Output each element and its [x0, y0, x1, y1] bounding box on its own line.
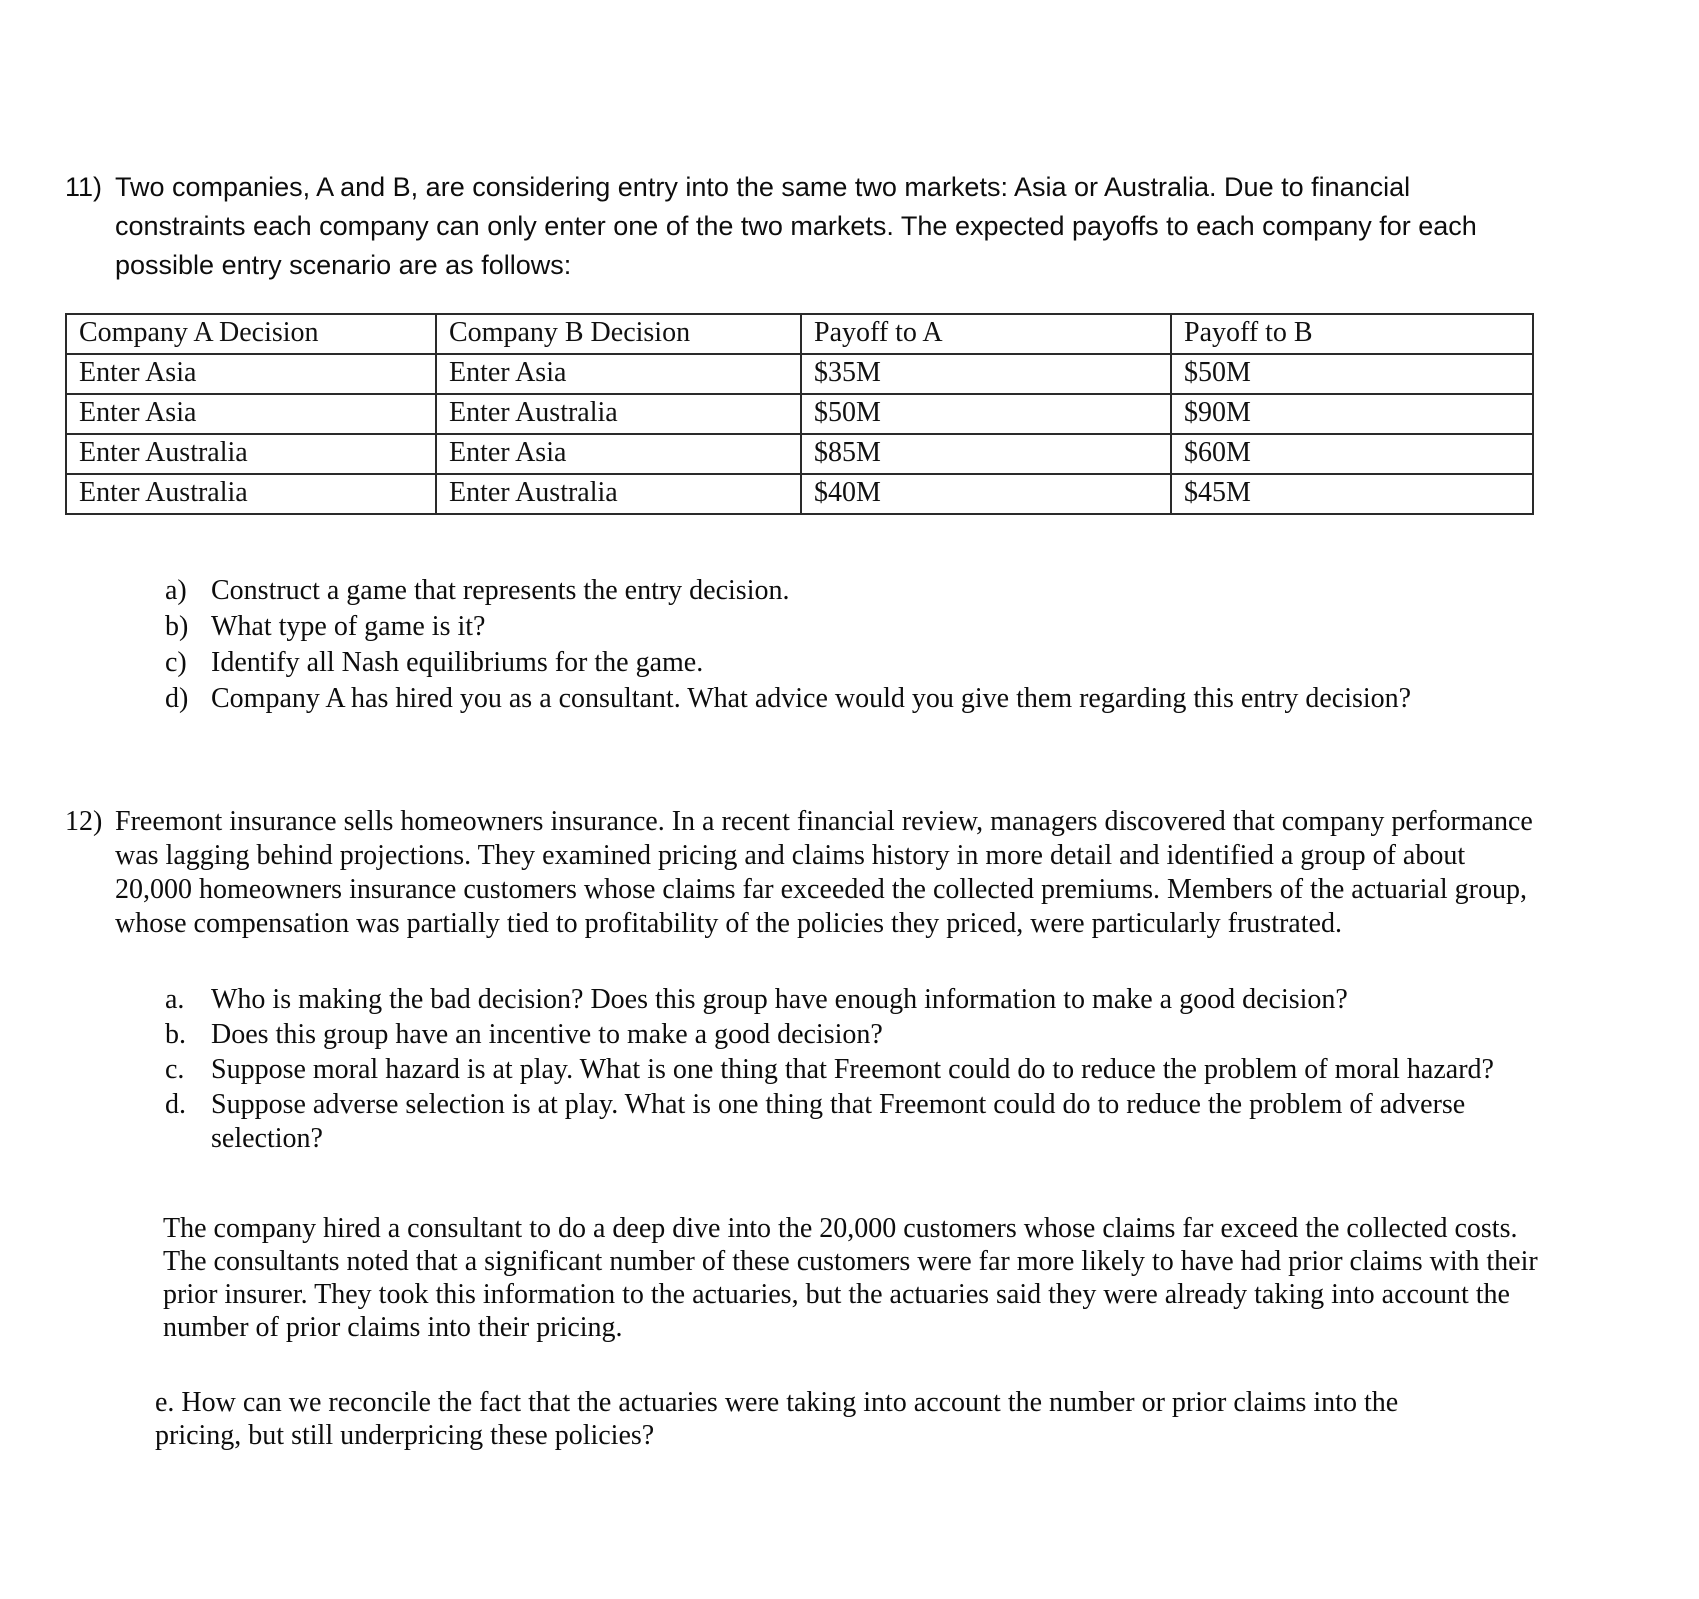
question-12-parts	[165, 983, 1639, 1156]
part-marker: d)	[165, 683, 189, 714]
part-text: Suppose moral hazard is at play. What is one thing that Freemont could do to reduce the problem of moral hazard?	[211, 1054, 1494, 1085]
question-12-number: 12)	[65, 806, 103, 837]
table-cell: Enter Asia	[66, 394, 436, 434]
part-marker: c)	[165, 647, 187, 678]
part-item-a	[165, 573, 1639, 609]
table-header-company-a: Company A Decision	[66, 314, 436, 354]
table-cell: Enter Australia	[66, 434, 436, 474]
part-text: Who is making the bad decision? Does this group have enough information to make a good decision?	[211, 984, 1348, 1015]
part-text: Construct a game that represents the entry decision.	[211, 575, 790, 606]
question-11	[65, 168, 1639, 717]
part-text: Suppose adverse selection is at play. What is one thing that Freemont could do to reduce the problem of adverse selection?	[211, 1089, 1466, 1154]
question-11-intro-text: Two companies, A and B, are considering entry into the same two markets: Asia or Australia. Due to financial constraints each company can only enter one of the two markets. The expected payoffs to each company for each possible entry scenario are as follows:	[115, 172, 1477, 280]
part-item-b	[165, 1018, 1639, 1052]
table-cell: $45M	[1171, 474, 1533, 514]
table-row	[66, 474, 1533, 514]
part-text: Identify all Nash equilibriums for the game.	[211, 647, 704, 678]
part-marker: d.	[165, 1089, 186, 1120]
part-text: Company A has hired you as a consultant. What advice would you give them regarding this entry decision?	[211, 683, 1412, 714]
consultant-paragraph: The company hired a consultant to do a deep dive into the 20,000 customers whose claims far exceed the collected costs. The consultants noted that a significant number of these customers were far more likely to have had prior claims with their prior insurer. They took this information to the actuaries, but the actuaries said they were already taking into account the number of prior claims into their pricing.	[163, 1213, 1538, 1343]
question-12-intro	[65, 805, 1639, 941]
question-11-parts	[165, 573, 1639, 717]
table-cell: Enter Asia	[436, 434, 801, 474]
table-cell: $50M	[1171, 354, 1533, 394]
table-header-payoff-b: Payoff to B	[1171, 314, 1533, 354]
table-cell: $40M	[801, 474, 1171, 514]
table-cell: Enter Australia	[436, 394, 801, 434]
table-cell: Enter Australia	[66, 474, 436, 514]
part-marker: a)	[165, 575, 187, 606]
part-item-a	[165, 983, 1639, 1017]
part-text: What type of game is it?	[211, 611, 486, 642]
table-cell: Enter Asia	[66, 354, 436, 394]
part-marker: a.	[165, 984, 185, 1015]
question-12	[65, 805, 1639, 1452]
table-cell: Enter Asia	[436, 354, 801, 394]
table-row	[66, 394, 1533, 434]
payoff-table-header-row	[66, 314, 1533, 354]
question-11-number: 11)	[65, 172, 103, 202]
table-header-payoff-a: Payoff to A	[801, 314, 1171, 354]
part-marker: b)	[165, 611, 189, 642]
question-12-intro-text: Freemont insurance sells homeowners insurance. In a recent financial review, managers discovered that company performance was lagging behind projections. They examined pricing and claims history in more detail and identified a group of about 20,000 homeowners insurance customers whose claims far exceeded the collected premiums. Members of the actuarial group, whose compensation was partially tied to profitability of the policies they priced, were particularly frustrated.	[115, 806, 1533, 939]
table-cell: Enter Australia	[436, 474, 801, 514]
part-marker: c.	[165, 1054, 185, 1085]
table-row	[66, 434, 1533, 474]
part-item-c	[165, 1053, 1639, 1087]
part-item-d	[165, 1088, 1639, 1156]
part-item-c	[165, 645, 1639, 681]
table-cell: $90M	[1171, 394, 1533, 434]
part-item-e: e. How can we reconcile the fact that the actuaries were taking into account the number or prior claims into the pricing, but still underpricing these policies?	[155, 1387, 1399, 1451]
table-cell: $85M	[801, 434, 1171, 474]
part-item-d	[165, 681, 1639, 717]
payoff-table	[65, 313, 1534, 515]
table-cell: $50M	[801, 394, 1171, 434]
table-row	[66, 354, 1533, 394]
question-11-intro	[65, 168, 1639, 285]
table-cell: $35M	[801, 354, 1171, 394]
table-cell: $60M	[1171, 434, 1533, 474]
part-text: Does this group have an incentive to make a good decision?	[211, 1019, 883, 1050]
part-item-b	[165, 609, 1639, 645]
part-marker: b.	[165, 1019, 186, 1050]
table-header-company-b: Company B Decision	[436, 314, 801, 354]
